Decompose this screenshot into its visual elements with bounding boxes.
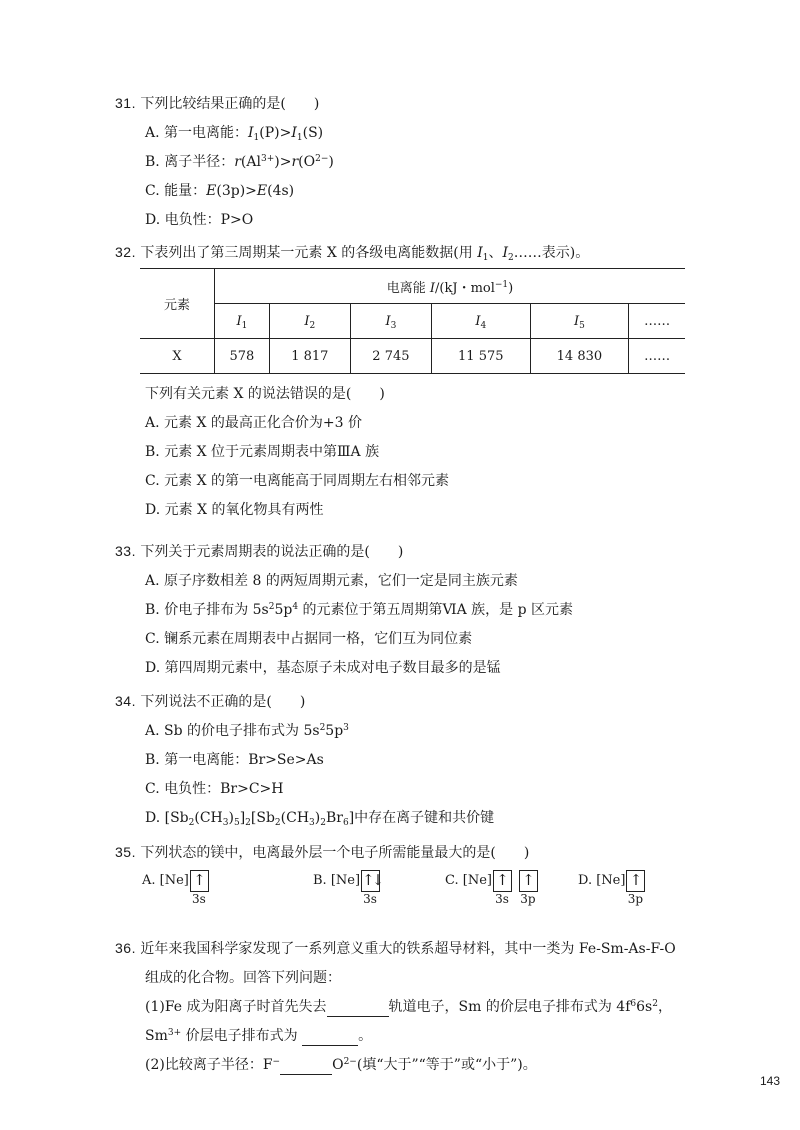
orbital-option-b: B. [Ne] ↑↓ 3s	[313, 871, 382, 906]
question-34	[115, 691, 755, 828]
option-d: D. 第四周期元素中，基态原子未成对电子数目最多的是锰	[145, 660, 501, 676]
option-a: A. 第一电离能：$I_1(P)>I_1(S)$	[145, 125, 324, 143]
col-header: $I_4$	[431, 304, 530, 339]
col-header: $I_5$	[530, 304, 629, 339]
question-33	[115, 541, 755, 678]
part-1: (1)Fe 成为阳离子时首先失去 轨道电子，Sm 的价层电子排布式为 $4f^66s^2$，	[145, 999, 672, 1015]
ionization-energy-table	[140, 268, 685, 374]
question-36: 36. 近年来我国科学家发现了一系列意义重大的铁系超导材料，其中一类为 Fe-Sm-As-F-O 组成的化合物。回答下列问题： (1)Fe 成为阳离子时首先失去 轨道电子，Sm 的价层电子排布式为 $4f^66s^2$， $Sm^{3+}$ 价层电子排布式为 。 (2)比较离子半径：F− $O^{2-}$(填“大于”“等于”或“小于”)。	[115, 938, 755, 1075]
answer-blank[interactable]	[280, 1058, 332, 1075]
orbital-box: ↑	[519, 870, 538, 892]
col-header: ……	[629, 304, 685, 339]
orbital-box: ↑	[626, 870, 645, 892]
question-32	[115, 242, 755, 263]
part-1-cont: $Sm^{3+}$ 价层电子排布式为 。	[145, 1028, 373, 1044]
option-d: D. 元素 X 的氧化物具有两性	[145, 502, 324, 518]
question-31	[115, 93, 755, 230]
option-a: A. Sb 的价电子排布式为 $5s^25p^3$	[145, 723, 349, 739]
option-d: D. 电负性：P>O	[145, 212, 254, 228]
option-b: B. 离子半径：$r(Al^{3+})>r(O^{2-})$	[145, 154, 334, 170]
orbital-box: ↑	[190, 870, 209, 892]
option-a: A. 原子序数相差 8 的两短周期元素，它们一定是同主族元素	[145, 573, 518, 589]
orbital-option-d: D. [Ne] ↑ 3p	[578, 870, 651, 910]
option-d: D. $[Sb_2(CH_3)_5]_2[Sb_2(CH_3)_2Br_6]$中存在离子键和共价键	[145, 810, 495, 828]
page-number: 143	[759, 1074, 780, 1088]
orbital-option-c: C. [Ne] ↑ 3s ↑ 3p	[445, 870, 544, 910]
question-stem: 35. 下列状态的镁中，电离最外层一个电子所需能量最大的是( )	[115, 844, 530, 861]
option-c: C. 元素 X 的第一电离能高于同周期左右相邻元素	[145, 473, 449, 489]
table-header-ie: 电离能 I/(kJ・mol$^{-1}$)	[215, 269, 686, 304]
option-b: B. 第一电离能：Br>Se>As	[145, 752, 324, 768]
question-32-options	[115, 384, 755, 520]
orbital-box: ↑	[493, 870, 512, 892]
col-header: $I_3$	[350, 304, 431, 339]
part-2: (2)比较离子半径：F− $O^{2-}$(填“大于”“等于”或“小于”)。	[145, 1057, 537, 1073]
orbital-box: ↑↓	[361, 870, 380, 892]
question-stem: 31. 下列比较结果正确的是( )	[115, 95, 320, 112]
sub-stem: 下列有关元素 X 的说法错误的是( )	[145, 386, 385, 402]
option-a: A. 元素 X 的最高正化合价为+3 价	[145, 415, 362, 431]
col-header: $I_1$	[215, 304, 270, 339]
option-b: B. 元素 X 位于元素周期表中第ⅢA 族	[145, 444, 380, 460]
option-b: B. 价电子排布为 $5s^25p^4$ 的元素位于第五周期第ⅥA 族，是 p 区元素	[145, 602, 574, 618]
question-stem: 32. 下表列出了第三周期某一元素 X 的各级电离能数据(用 $I_1$、$I_2\dots\dots$表示)。	[115, 244, 590, 263]
table-row: X 578 1 817 2 745 11 575 14 830 ……	[140, 339, 685, 374]
question-stem: 34. 下列说法不正确的是( )	[115, 693, 306, 710]
orbital-option-a: A. [Ne] ↑ 3s	[142, 870, 215, 910]
table-header-element: 元素	[140, 269, 215, 339]
option-c: C. 电负性：Br>C>H	[145, 781, 284, 797]
question-stem: 36. 近年来我国科学家发现了一系列意义重大的铁系超导材料，其中一类为 Fe-Sm-As-F-O	[115, 940, 676, 957]
option-c: C. 镧系元素在周期表中占据同一格，它们互为同位素	[145, 631, 473, 647]
option-c: C. 能量：E(3p)>E(4s)	[145, 183, 295, 199]
question-35	[115, 842, 755, 863]
answer-blank[interactable]	[327, 1000, 389, 1017]
question-stem: 33. 下列关于元素周期表的说法正确的是( )	[115, 543, 404, 560]
col-header: $I_2$	[269, 304, 350, 339]
answer-blank[interactable]	[302, 1029, 358, 1046]
